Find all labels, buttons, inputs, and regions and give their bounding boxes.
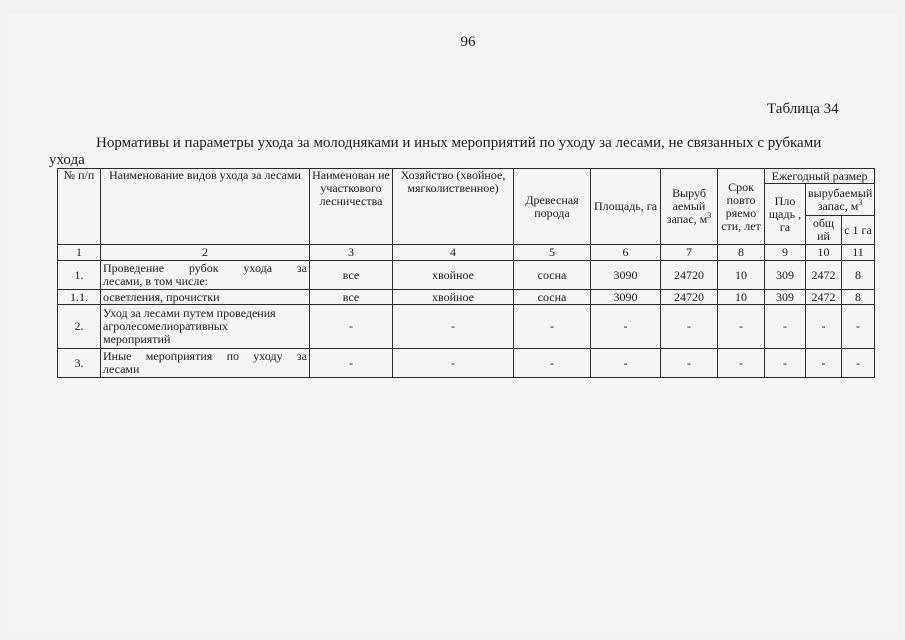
row-species: - — [514, 349, 591, 378]
row-num: 3. — [58, 349, 101, 378]
row-period: 10 — [718, 290, 765, 305]
row-per-ha: - — [842, 349, 875, 378]
row-economy: хвойное — [393, 290, 514, 305]
row-species: сосна — [514, 261, 591, 290]
table-label: Таблица 34 — [767, 101, 839, 117]
row-area: - — [591, 305, 661, 349]
row-area: 3090 — [591, 290, 661, 305]
header-num: № п/п — [58, 169, 101, 245]
row-name-line: мероприятий — [103, 332, 171, 346]
header-period: Срок повто ряемо сти, лет — [718, 169, 765, 245]
table-row — [58, 305, 875, 349]
col-num-1: 1 — [58, 245, 101, 261]
row-species: сосна — [514, 290, 591, 305]
row-num: 1. — [58, 261, 101, 290]
column-number-row — [58, 245, 875, 261]
row-period: - — [718, 349, 765, 378]
row-volume: - — [661, 305, 718, 349]
header-annual: Ежегодный размер — [765, 169, 875, 184]
col-num-11: 11 — [842, 245, 875, 261]
row-volume: 24720 — [661, 261, 718, 290]
table-row — [58, 290, 875, 305]
row-total: 2472 — [806, 261, 842, 290]
header-forestry: Наименован ие участкового лесничества — [310, 169, 393, 245]
header-volume — [661, 169, 718, 245]
header-annual-volume-text: вырубаемый запас, м — [808, 185, 873, 213]
row-per-ha: - — [842, 305, 875, 349]
row-annual-area: 309 — [765, 290, 806, 305]
row-volume: - — [661, 349, 718, 378]
row-forestry: - — [310, 349, 393, 378]
row-forestry: - — [310, 305, 393, 349]
row-economy: - — [393, 305, 514, 349]
page-number: 96 — [460, 34, 476, 50]
col-num-8: 8 — [718, 245, 765, 261]
row-name-line: лесами, в том числе: — [103, 274, 208, 288]
header-economy: Хозяйство (хвойное, мягколиственное) — [393, 169, 514, 245]
row-num: 2. — [58, 305, 101, 349]
header-per-ha: с 1 га — [842, 216, 875, 245]
norms-table — [57, 168, 875, 378]
table-caption — [49, 135, 849, 169]
row-area: 3090 — [591, 261, 661, 290]
row-forestry: все — [310, 261, 393, 290]
header-total: общ ий — [806, 216, 842, 245]
row-name-line: агролесомелиоративных — [103, 319, 228, 333]
header-annual-area: Пло щадь , га — [765, 184, 806, 245]
col-num-10: 10 — [806, 245, 842, 261]
table-row — [58, 349, 875, 378]
header-annual-volume-sup: 3 — [858, 197, 863, 207]
col-num-2: 2 — [101, 245, 310, 261]
header-row — [58, 169, 875, 184]
row-total: - — [806, 349, 842, 378]
col-num-4: 4 — [393, 245, 514, 261]
row-total: - — [806, 305, 842, 349]
row-forestry: все — [310, 290, 393, 305]
row-period: 10 — [718, 261, 765, 290]
col-num-5: 5 — [514, 245, 591, 261]
row-economy: хвойное — [393, 261, 514, 290]
header-species: Древесная порода — [514, 169, 591, 245]
row-name — [101, 349, 310, 378]
header-volume-text: Выруб аемый запас, м — [666, 186, 708, 226]
row-num: 1.1. — [58, 290, 101, 305]
row-annual-area: 309 — [765, 261, 806, 290]
col-num-9: 9 — [765, 245, 806, 261]
header-volume-sup: 3 — [707, 211, 712, 220]
col-num-6: 6 — [591, 245, 661, 261]
row-volume: 24720 — [661, 290, 718, 305]
col-num-3: 3 — [310, 245, 393, 261]
row-area: - — [591, 349, 661, 378]
caption-text: Нормативы и параметры ухода за молодняками и иных мероприятий по уходу за лесами, не связанных с рубками ухода — [49, 135, 822, 168]
row-name — [101, 261, 310, 290]
col-num-7: 7 — [661, 245, 718, 261]
row-species: - — [514, 305, 591, 349]
table-row — [58, 261, 875, 290]
row-name-line: Проведение рубок ухода за — [103, 261, 307, 275]
row-annual-area: - — [765, 305, 806, 349]
row-name — [101, 305, 310, 349]
header-name: Наименование видов ухода за лесами — [101, 169, 310, 245]
row-economy: - — [393, 349, 514, 378]
row-name-line: Иные мероприятия по уходу за — [103, 349, 307, 363]
row-period: - — [718, 305, 765, 349]
header-annual-volume — [806, 184, 875, 216]
row-name: осветления, прочистки — [101, 290, 310, 305]
header-area: Площадь, га — [591, 169, 661, 245]
row-name-line: Уход за лесами путем проведения — [103, 306, 276, 320]
row-annual-area: - — [765, 349, 806, 378]
row-name-line: лесами — [103, 362, 140, 376]
row-per-ha: 8 — [842, 261, 875, 290]
row-per-ha: 8 — [842, 290, 875, 305]
row-total: 2472 — [806, 290, 842, 305]
